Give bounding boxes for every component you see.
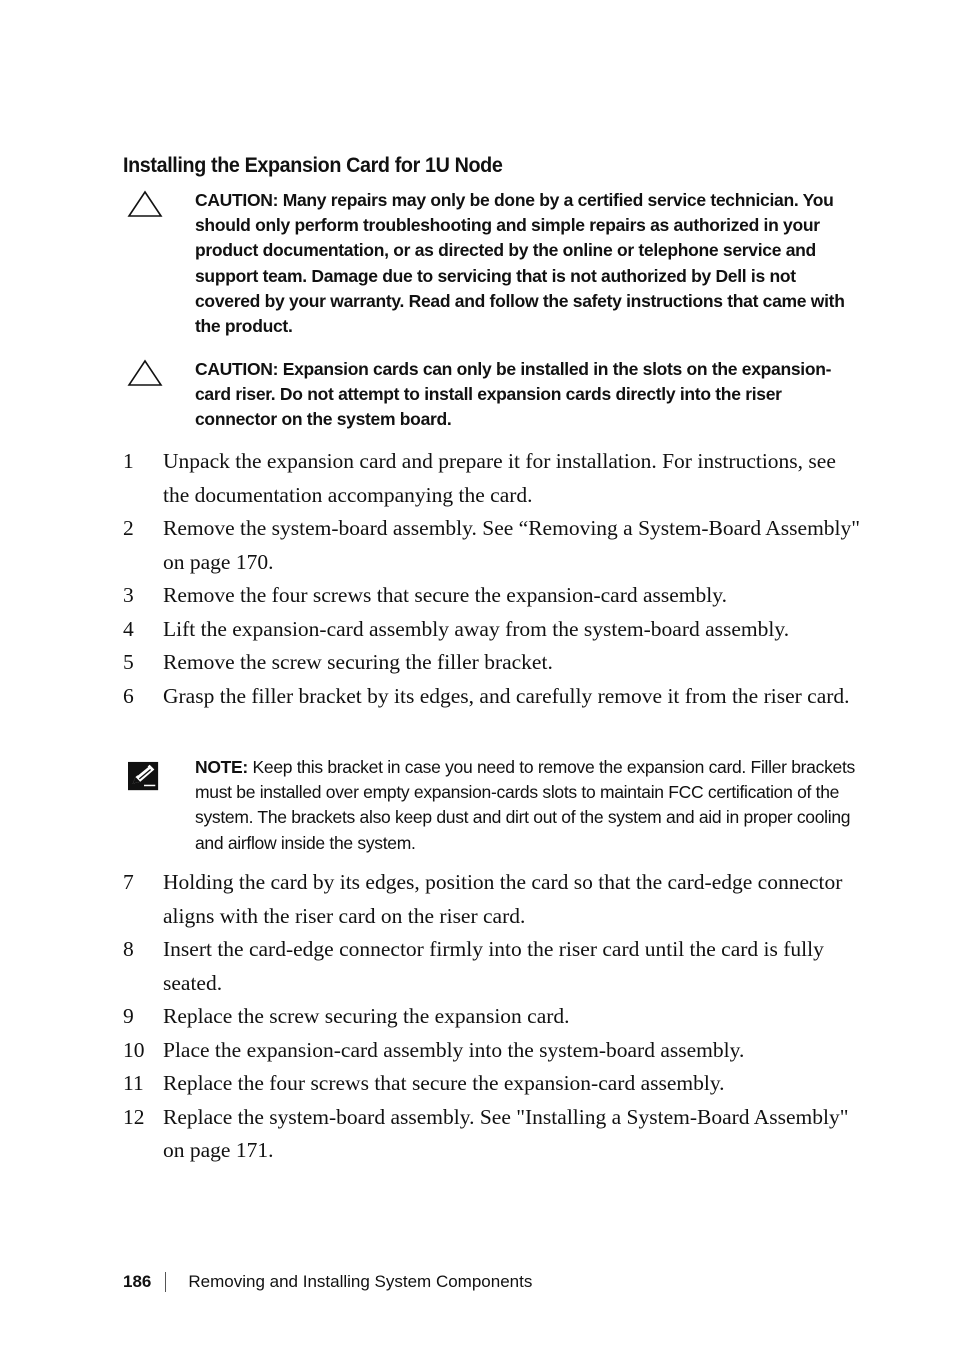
note-notice [123,755,863,856]
page-number: 186 [123,1272,152,1291]
footer-divider [165,1272,166,1292]
steps-list-1 [123,445,863,713]
step-number: 9 [123,1004,134,1028]
step-item [123,680,863,714]
step-item [123,1101,863,1168]
step-number: 4 [123,616,134,641]
step-number: 10 [123,1037,145,1062]
step-number: 8 [123,937,134,961]
note-text [195,755,863,856]
step-text: Insert the card-edge connector firmly into the riser card until the card is fully seated. [163,937,824,995]
step-text: Remove the four screws that secure the expansion-card assembly. [163,583,727,607]
step-item [123,579,863,613]
step-text: Remove the screw securing the filler bracket. [163,650,553,674]
step-number: 12 [123,1104,145,1129]
step-text: Replace the system-board assembly. See "Installing a System-Board Assembly" on page 171. [163,1104,849,1162]
caution-icon [127,190,163,218]
page-footer [123,1272,532,1292]
step-item [123,1034,863,1068]
step-text: Holding the card by its edges, position the card so that the card-edge connector aligns with the riser card on the riser card. [163,870,843,928]
step-item [123,1067,863,1101]
step-number: 6 [123,683,134,708]
caution-text: CAUTION: Expansion cards can only be installed in the slots on the expansion-card riser. Do not attempt to install expansion cards directly into the riser connector on the system board. [195,359,832,430]
step-number: 3 [123,583,134,607]
step-number: 5 [123,650,134,674]
step-text: Replace the screw securing the expansion card. [163,1004,570,1028]
note-body: Keep this bracket in case you need to remove the expansion card. Filler brackets must be installed over empty expansion-cards slots to maintain FCC certification of the system. The brackets also keep dust and dirt out of the system and aid in proper cooling and airflow inside the system. [195,757,855,853]
caution-icon [127,359,163,387]
step-item [123,445,863,512]
step-item [123,933,863,1000]
step-text: Lift the expansion-card assembly away from the system-board assembly. [163,616,790,641]
step-number: 1 [123,449,134,473]
step-item [123,866,863,933]
caution-notice-1 [123,188,863,339]
step-item [123,1000,863,1034]
note-pencil-icon [127,761,161,793]
step-item [123,512,863,579]
step-text: Grasp the filler bracket by its edges, and carefully remove it from the riser card. [163,683,850,708]
step-text: Unpack the expansion card and prepare it for installation. For instructions, see the documentation accompanying the card. [163,449,836,507]
step-number: 11 [123,1071,144,1095]
step-text: Remove the system-board assembly. See “Removing a System-Board Assembly" on page 170. [163,516,861,574]
caution-notice-2 [123,357,863,433]
note-label: NOTE: [195,757,248,777]
caution-text: CAUTION: Many repairs may only be done by a certified service technician. You should only perform troubleshooting and simple repairs as authorized in your product documentation, or as directed by the online or telephone service and support team. Damage due to servicing that is not authorized by Dell is not covered by your warranty. Read and follow the safety instructions that came with the product. [195,190,845,337]
step-number: 2 [123,516,134,540]
footer-section-title: Removing and Installing System Components [188,1272,533,1291]
step-number: 7 [123,870,134,894]
steps-list-2 [123,866,863,1168]
step-item [123,646,863,680]
section-heading: Installing the Expansion Card for 1U Node [123,154,503,177]
step-text: Place the expansion-card assembly into the system-board assembly. [163,1037,745,1062]
step-item [123,613,863,647]
step-text: Replace the four screws that secure the expansion-card assembly. [163,1071,725,1095]
